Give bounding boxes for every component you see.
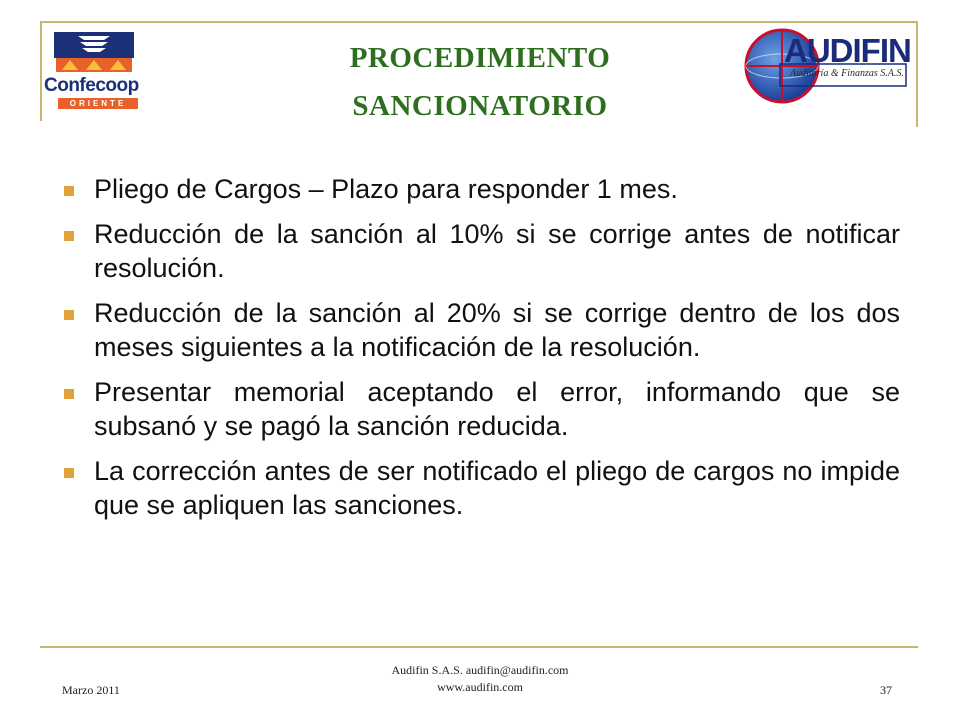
frame-right-line <box>916 21 918 127</box>
bullet-text: La corrección antes de ser notificado el pliego de cargos no impide que se apliquen las sanciones. <box>94 456 900 520</box>
footer-contact <box>330 662 630 696</box>
confecoop-logo <box>44 30 144 108</box>
bullet-item <box>62 172 900 206</box>
bullet-item <box>62 454 900 522</box>
square-bullet-icon <box>64 231 74 241</box>
slide-title-line1: PROCEDIMIENTO <box>349 42 611 74</box>
frame-bottom-line <box>40 646 918 648</box>
slide-title-line2: SANCIONATORIO <box>352 90 608 122</box>
slide-title <box>240 34 720 130</box>
bullet-item <box>62 296 900 364</box>
confecoop-logo-text: Confecoop <box>44 75 139 96</box>
frame-top-line <box>40 21 918 23</box>
bullet-item <box>62 375 900 443</box>
audifin-logo-subtitle: Auditoría & Finanzas S.A.S. <box>790 68 904 79</box>
bullet-list <box>62 172 900 533</box>
square-bullet-icon <box>64 310 74 320</box>
footer-page-number: 37 <box>880 683 892 697</box>
audifin-logo <box>740 24 912 110</box>
bullet-text: Reducción de la sanción al 10% si se corrige antes de notificar resolución. <box>94 219 900 283</box>
footer-company-email: Audifin S.A.S. audifin@audifin.com <box>391 663 569 677</box>
bullet-text: Reducción de la sanción al 20% si se corrige dentro de los dos meses siguientes a la notificación de la resolución. <box>94 298 900 362</box>
square-bullet-icon <box>64 186 74 196</box>
bullet-text: Pliego de Cargos – Plazo para responder 1 mes. <box>94 174 678 204</box>
square-bullet-icon <box>64 389 74 399</box>
footer-date: Marzo 2011 <box>62 683 120 697</box>
frame-left-line <box>40 21 42 121</box>
bullet-text: Presentar memorial aceptando el error, informando que se subsanó y se pagó la sanción reducida. <box>94 377 900 441</box>
square-bullet-icon <box>64 468 74 478</box>
confecoop-emblem-icon <box>44 30 144 76</box>
bullet-item <box>62 217 900 285</box>
audifin-logo-text: AUDIFIN <box>784 32 911 69</box>
confecoop-logo-subtitle: ORIENTE <box>58 98 138 109</box>
footer-website: www.audifin.com <box>437 680 523 694</box>
